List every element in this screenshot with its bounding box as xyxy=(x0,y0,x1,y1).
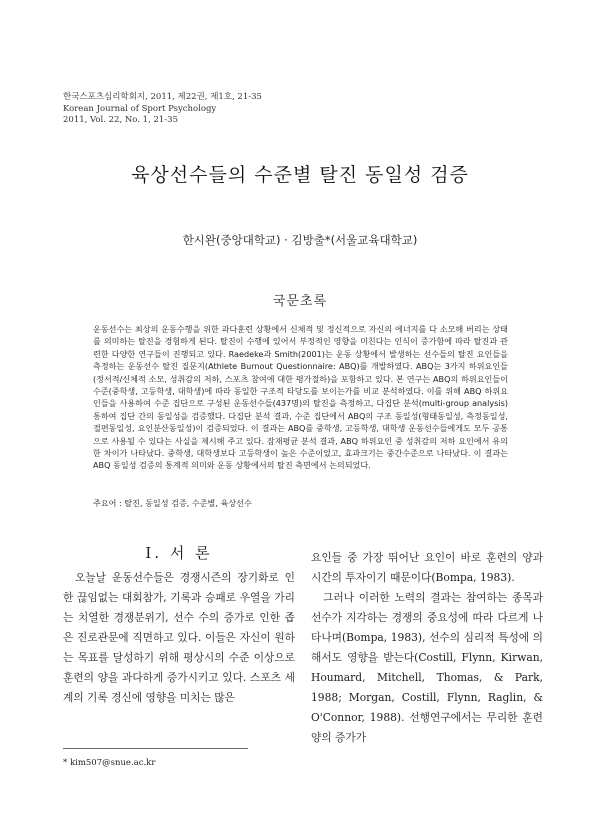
abstract-text: 운동선수는 최상의 운동수행을 위한 과다훈련 상황에서 신체적 및 정신적으로 자신의 에너지를 다 소모해 버리는 상태를 의미하는 탈진을 경험하게 된다. 탈진이 수행에 있어서 부정적인 영향을 미친다는 인식이 증가함에 따라 탈진과 관련한 다양한 연구들이 진행되고 있다. Raedeke과 Smith(2001)는 운동 상황에서 발생하는 선수들의 탈진 요인들을 측정하는 운동선수 탈진 질문지(Athlete Burnout Questionnaire: ABQ)를 개발하였다. ABQ는 3가지 하위요인들(정서적/신체적 소모, 성취감의 저하, 스포츠 참여에 대한 평가절하)을 포함하고 있다. 본 연구는 ABQ의 하위요인들이 수준(중학생, 고등학생, 대학생)에 따라 동일한 구조적 타당도를 보이는가를 비교 분석하였다. 이를 위해 ABQ 하위요인들을 사용하여 수준 집단으로 구성된 운동선수들(437명)의 탈진을 측정하고, 다집단 분석(multi-group analysis) 통하여 집단 간의 동일성을 검증했다. 다집단 분석 결과, 수준 집단에서 ABQ의 구조 동일성(형태동일성, 측정동일성, 절편동일성, 요인분산동일성)이 검증되었다. 이 결과는 ABQ를 중학생, 고등학생, 대학생 운동선수들에게도 모두 공통으로 사용될 수 있다는 사실을 제시해 주고 있다. 잠재평균 분석 결과, ABQ 하위요인 중 성취감의 저하 요인에서 유의한 차이가 나타났다. 중학생, 대학생보다 고등학생이 높은 수준이었고, 효과크기는 중간수준으로 나타났다. 이 결과는 ABQ 동일성 검증의 통계적 의미와 운동 상황에서의 탈진 측면에서 논의되었다. xyxy=(93,324,508,471)
abstract-heading: 국문초록 xyxy=(272,294,328,309)
journal-citation xyxy=(63,92,262,127)
keywords: 주요어 : 탈진, 동일성 검증, 수준별, 육상선수 xyxy=(93,498,252,508)
right-paragraph-2: 그러나 이러한 노력의 결과는 참여하는 종목과 선수가 지각하는 경쟁의 중요성에 따라 다르게 나타나며(Bompa, 1983), 선수의 심리적 특성에 의해서도 영향을 받는다(Costill, Flynn, Kirwan, Houmard, Mitchell, Thomas, & Park, 1988; Morgan, Costill, Flynn, Raglin, & O'Connor, 1988). 선행연구에서는 무리한 훈련양의 증가가 xyxy=(311,591,543,744)
paper-title: 육상선수들의 수준별 탈진 동일성 검증 xyxy=(131,164,469,186)
journal-line-korean: 한국스포츠심리학회지, 2011, 제22권, 제1호, 21-35 xyxy=(63,92,262,102)
footnote-rule xyxy=(63,748,248,749)
section-heading-introduction: Ⅰ. 서 론 xyxy=(145,544,213,562)
journal-line-volume: 2011, Vol. 22, No. 1, 21-35 xyxy=(63,115,178,125)
right-column xyxy=(311,548,543,748)
left-paragraph-1: 오늘날 운동선수들은 경쟁시즌의 장기화로 인한 끊임없는 대회참가, 기록과 승패로 우열을 가리는 치열한 경쟁분위기, 선수 수의 증가로 인한 좁은 진로관문에 직면하고 있다. 이들은 자신이 원하는 목표를 달성하기 위해 평상시의 수준 이상으로 훈련의 양을 과다하게 증가시키고 있다. 스포츠 세계의 기록 경신에 영향을 미치는 많은 xyxy=(63,571,295,704)
journal-line-english: Korean Journal of Sport Psychology xyxy=(63,103,217,114)
footnote-email: * kim507@snue.ac.kr xyxy=(63,758,156,768)
left-column xyxy=(63,568,295,708)
abstract-body xyxy=(93,323,508,472)
right-paragraph-1: 요인들 중 가장 뛰어난 요인이 바로 훈련의 양과 시간의 투자이기 때문이다(Bompa, 1983). xyxy=(311,551,543,584)
author-line: 한시완(중앙대학교) · 김방출*(서울교육대학교) xyxy=(182,233,418,247)
